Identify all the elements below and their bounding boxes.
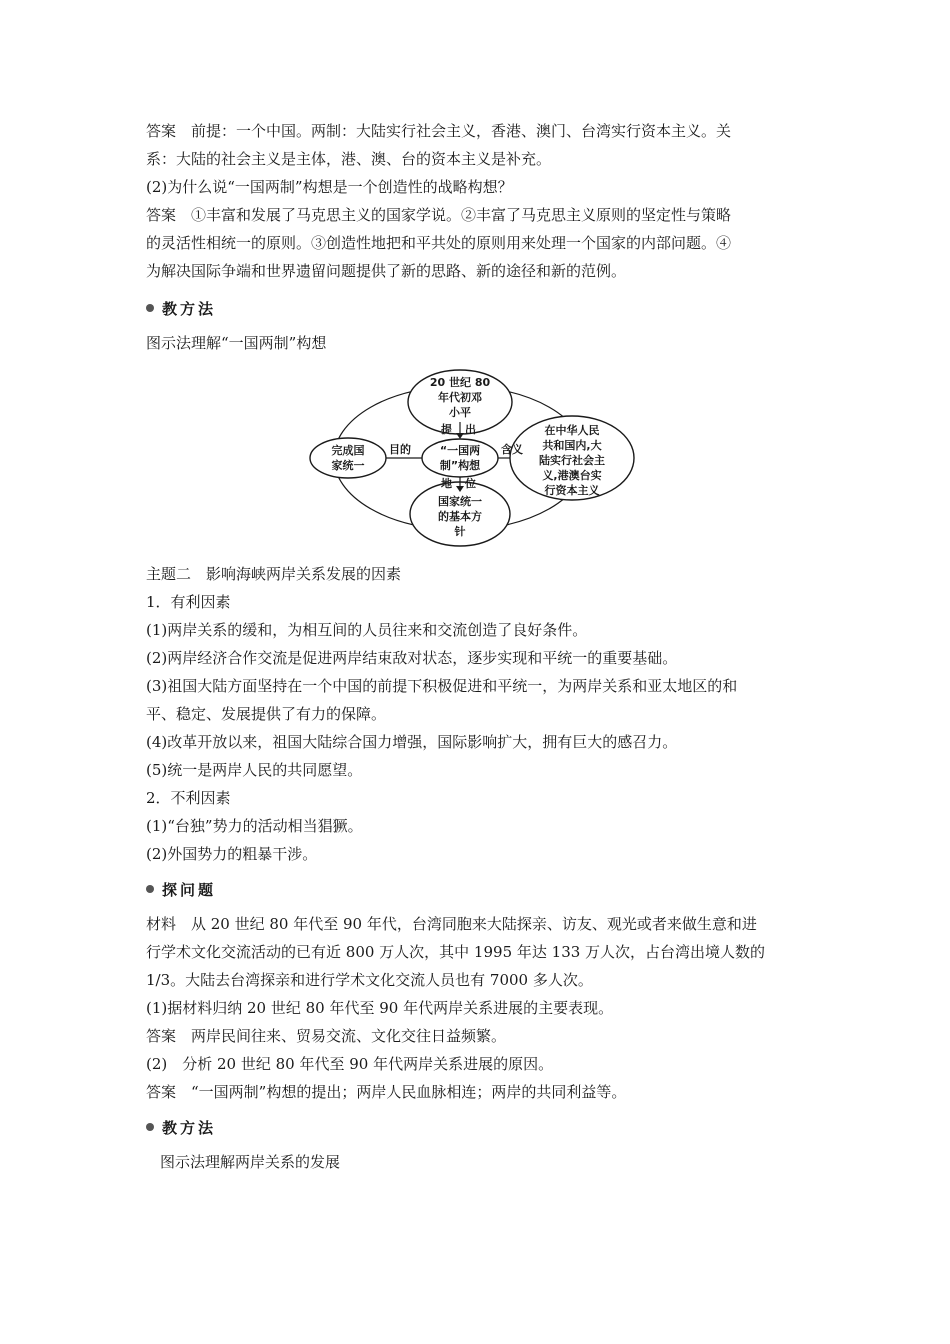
- answer-line: 为解决国际争端和世界遗留问题提供了新的思路、新的途径和新的范例。: [146, 262, 627, 280]
- center-node-text: “一国两: [439, 444, 481, 457]
- label-purpose: 目的: [389, 443, 411, 456]
- left-node-text: 完成国: [331, 444, 365, 457]
- right-node-text: 行资本主义: [544, 484, 600, 497]
- bullet-dot-icon: [146, 885, 154, 893]
- list-item: 平、稳定、发展提供了有力的保障。: [146, 705, 387, 723]
- section-heading-teaching-method: 教方法: [146, 1118, 216, 1138]
- label-status: 位: [465, 477, 476, 490]
- right-node-text: 陆实行社会主: [539, 454, 605, 467]
- bullet-dot-icon: [146, 304, 154, 312]
- label-propose: 提: [441, 423, 452, 436]
- question-line: (2)为什么说“一国两制”构想是一个创造性的战略构想？: [146, 178, 513, 196]
- answer-line: 答案 前提：一个中国。两制：大陆实行社会主义，香港、澳门、台湾实行资本主义。关: [146, 122, 732, 140]
- answer-line: 答案 两岸民间往来、贸易交流、文化交往日益频繁。: [146, 1027, 507, 1045]
- diagram-intro: 图示法理解两岸关系的发展: [160, 1153, 341, 1171]
- answer-line: 的灵活性相统一的原则。③创造性地把和平共处的原则用来处理一个国家的内部问题。④: [146, 234, 732, 252]
- center-node-text: 制”构想: [439, 459, 481, 472]
- bullet-dot-icon: [146, 1123, 154, 1131]
- subheading: 2．不利因素: [146, 789, 231, 807]
- right-node-text: 在中华人民: [544, 424, 600, 437]
- list-item: (2)两岸经济合作交流是促进两岸结束敌对状态，逐步实现和平统一的重要基础。: [146, 649, 678, 667]
- material-line: 行学术文化交流活动的已有近 800 万人次，其中 1995 年达 133 万人次，占台湾出境人数的: [146, 943, 766, 961]
- bottom-node-text: 国家统一: [438, 495, 482, 508]
- top-node-text: 年代初邓: [438, 391, 482, 404]
- answer-line: 答案 “一国两制”构想的提出；两岸人民血脉相连；两岸的共同利益等。: [146, 1083, 627, 1101]
- list-item: (2)外国势力的粗暴干涉。: [146, 845, 318, 863]
- section-heading-teaching-method: 教方法: [146, 299, 216, 319]
- bottom-node-text: 针: [454, 525, 466, 538]
- top-node-text: 20 世纪 80: [429, 376, 491, 389]
- top-node-text: 小平: [449, 406, 471, 419]
- label-propose: 出: [465, 423, 476, 436]
- label-meaning: 含义: [501, 443, 523, 456]
- section-heading-inquiry: 探问题: [146, 880, 216, 900]
- diagram-intro: 图示法理解“一国两制”构想: [146, 334, 327, 352]
- subheading: 1．有利因素: [146, 593, 231, 611]
- material-line: 1/3。大陆去台湾探亲和进行学术文化交流人员也有 7000 多人次。: [146, 971, 593, 989]
- arrowhead-icon: [456, 433, 464, 439]
- question-line: (1)据材料归纳 20 世纪 80 年代至 90 年代两岸关系进展的主要表现。: [146, 999, 614, 1017]
- list-item: (3)祖国大陆方面坚持在一个中国的前提下积极促进和平统一，为两岸关系和亚太地区的和: [146, 677, 738, 695]
- list-item: (1)“台独”势力的活动相当猖獗。: [146, 817, 363, 835]
- list-item: (4)改革开放以来，祖国大陆综合国力增强，国际影响扩大，拥有巨大的感召力。: [146, 733, 678, 751]
- one-country-two-systems-diagram: [300, 362, 650, 552]
- list-item: (1)两岸关系的缓和，为相互间的人员往来和交流创造了良好条件。: [146, 621, 588, 639]
- topic-title: 主题二 影响海峡两岸关系发展的因素: [146, 565, 402, 583]
- list-item: (5)统一是两岸人民的共同愿望。: [146, 761, 363, 779]
- question-line: (2) 分析 20 世纪 80 年代至 90 年代两岸关系进展的原因。: [146, 1055, 554, 1073]
- bottom-node-text: 的基本方: [438, 510, 482, 523]
- answer-line: 系：大陆的社会主义是主体，港、澳、台的资本主义是补充。: [146, 150, 552, 168]
- answer-line: 答案 ①丰富和发展了马克思主义的国家学说。②丰富了马克思主义原则的坚定性与策略: [146, 206, 732, 224]
- right-node-text: 共和国内,大: [542, 439, 602, 452]
- right-node-text: 义,港澳台实: [542, 469, 602, 482]
- label-status: 地: [441, 477, 452, 490]
- left-node-text: 家统一: [331, 459, 365, 472]
- material-line: 材料 从 20 世纪 80 年代至 90 年代，台湾同胞来大陆探亲、访友、观光或者来做生意和进: [146, 915, 757, 933]
